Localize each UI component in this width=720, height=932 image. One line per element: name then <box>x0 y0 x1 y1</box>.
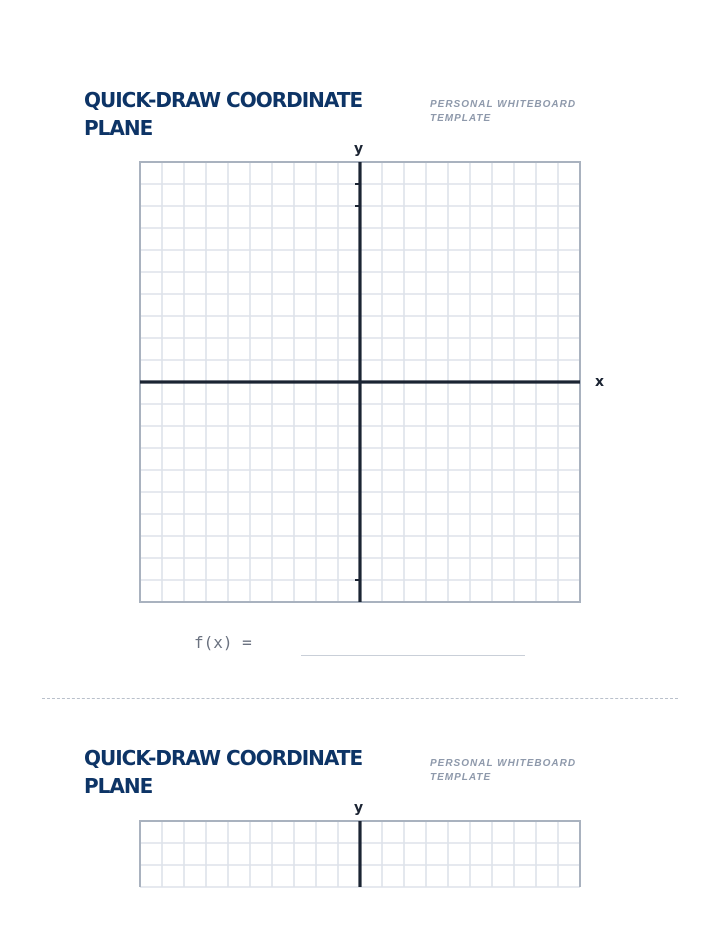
sheet-subtitle: PERSONAL WHITEBOARD TEMPLATE <box>430 758 577 783</box>
function-label: f(x) = <box>194 633 252 652</box>
sheet-subtitle: PERSONAL WHITEBOARD TEMPLATE <box>430 99 577 124</box>
function-answer-line[interactable] <box>301 655 525 656</box>
x-axis-label: x <box>595 374 605 390</box>
sheet-title: QUICK-DRAW COORDINATE PLANE <box>84 746 363 798</box>
y-axis-label: y <box>354 141 364 157</box>
y-axis-label: y <box>354 800 364 816</box>
cut-line-divider <box>42 698 678 699</box>
coordinate-grid[interactable] <box>139 820 581 890</box>
sheet-title: QUICK-DRAW COORDINATE PLANE <box>84 88 363 140</box>
coordinate-grid[interactable] <box>139 161 581 603</box>
